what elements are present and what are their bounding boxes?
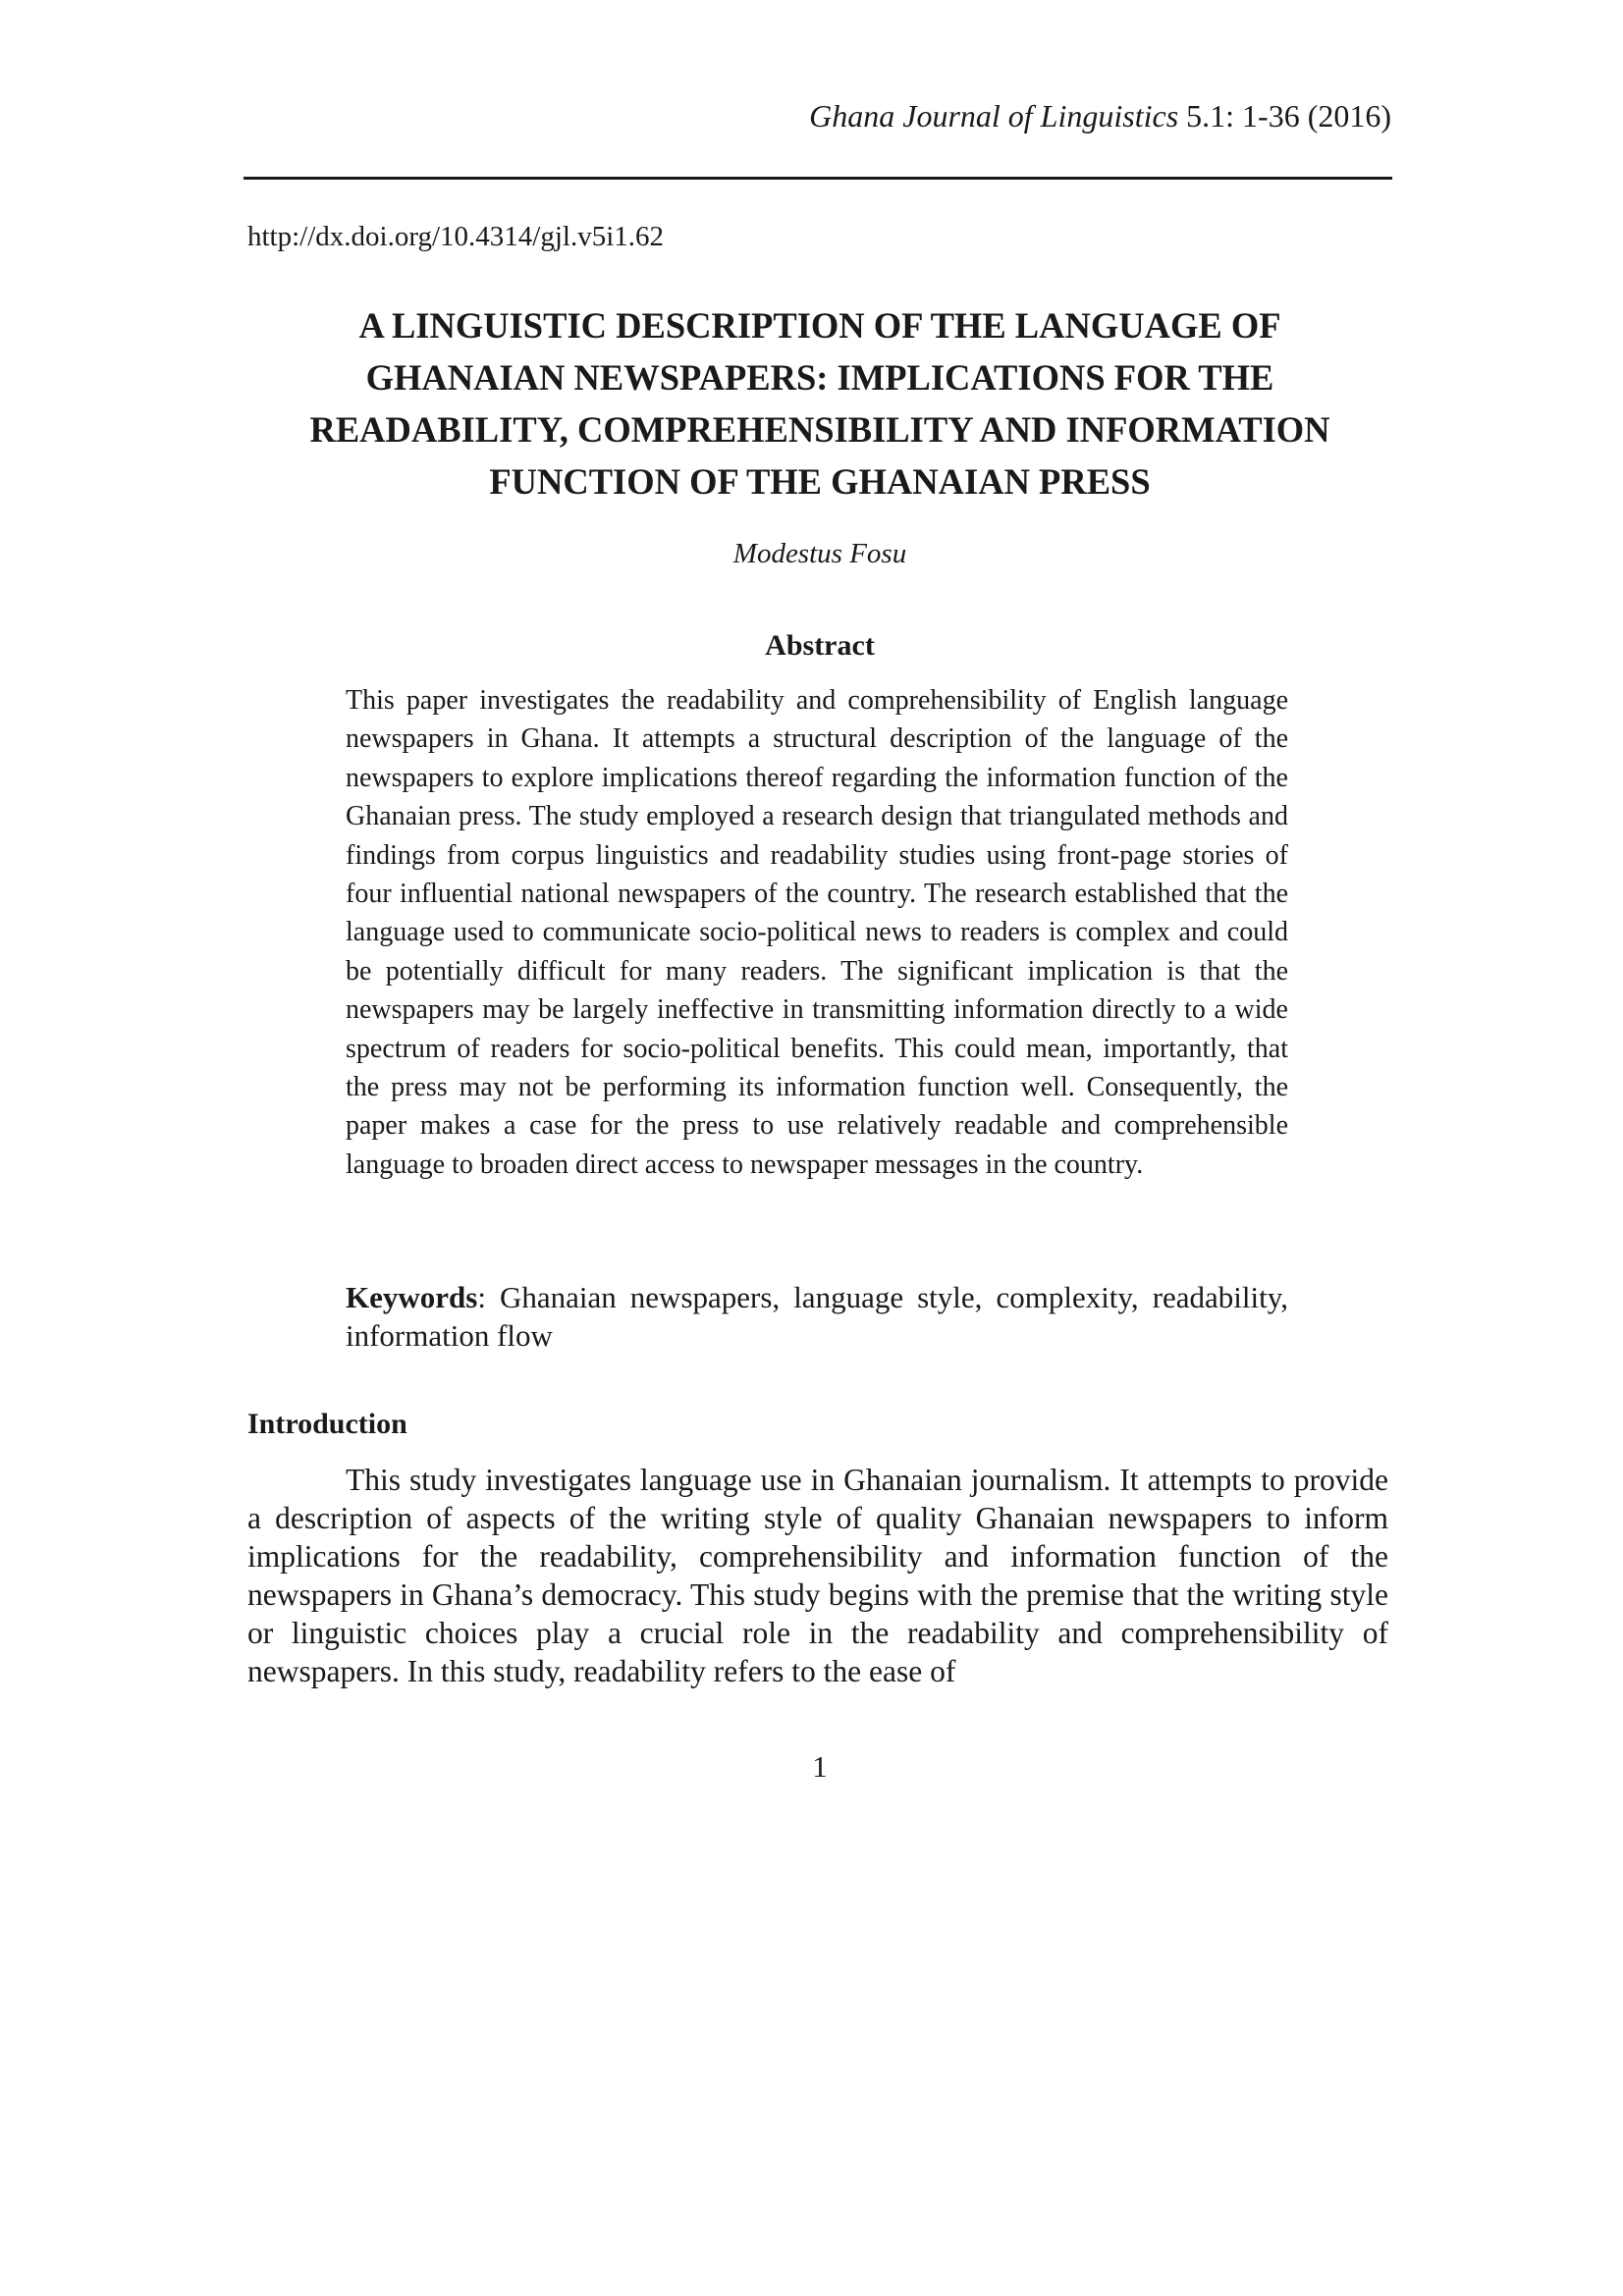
introduction-heading: Introduction [247, 1408, 407, 1440]
journal-citation: 5.1: 1-36 (2016) [1178, 98, 1391, 133]
keywords-separator: : [477, 1280, 500, 1314]
author-name: Modestus Fosu [732, 538, 907, 569]
introduction-text: This study investigates language use in Ghanaian journalism. It attempts to provide a description of aspects of the writing style of quality Ghanaian newspapers to inform implications for the readability, comprehensibility and information function of the newspapers in Ghana’s democracy. This study begins with the premise that the writing style or linguistic choices play a crucial role in the readability and comprehensibility of newspapers. In this study, readability refers to the ease of [247, 1463, 1388, 1688]
running-head [809, 96, 1391, 135]
title-line: FUNCTION OF THE GHANAIAN PRESS [489, 461, 1151, 502]
keywords [346, 1278, 1288, 1355]
keywords-label: Keywords [346, 1280, 478, 1314]
journal-name: Ghana Journal of Linguistics [809, 98, 1179, 133]
doi-link[interactable]: http://dx.doi.org/10.4314/gjl.v5i1.62 [247, 221, 665, 252]
title-line: READABILITY, COMPREHENSIBILITY AND INFORMATION [309, 409, 1330, 450]
abstract-text: This paper investigates the readability and comprehensibility of English language newspapers in Ghana. It attempts a structural description of the language of the newspapers to explore implications thereof regarding the information function of the Ghanaian press. The study employed a research design that triangulated methods and findings from corpus linguistics and readability studies using front-page stories of four influential national newspapers of the country. The research established that the language used to communicate socio-political news to readers is complex and could be potentially difficult for many readers. The significant implication is that the newspapers may be largely ineffective in transmitting information directly to a wide spectrum of readers for socio-political benefits. This could mean, importantly, that the press may not be performing its information function well. Consequently, the paper makes a case for the press to use relatively readable and comprehensible language to broaden direct access to newspaper messages in the country. [346, 685, 1288, 1180]
page-number: 1 [812, 1749, 828, 1784]
header-rule [243, 177, 1392, 180]
abstract-heading: Abstract [765, 629, 875, 662]
title-line: A LINGUISTIC DESCRIPTION OF THE LANGUAGE OF [358, 305, 1281, 346]
title-line: GHANAIAN NEWSPAPERS: IMPLICATIONS FOR THE [365, 357, 1274, 398]
paper-title [226, 299, 1414, 507]
keywords-text: Ghanaian newspapers, language style, complexity, readability, information flow [346, 1280, 1288, 1353]
